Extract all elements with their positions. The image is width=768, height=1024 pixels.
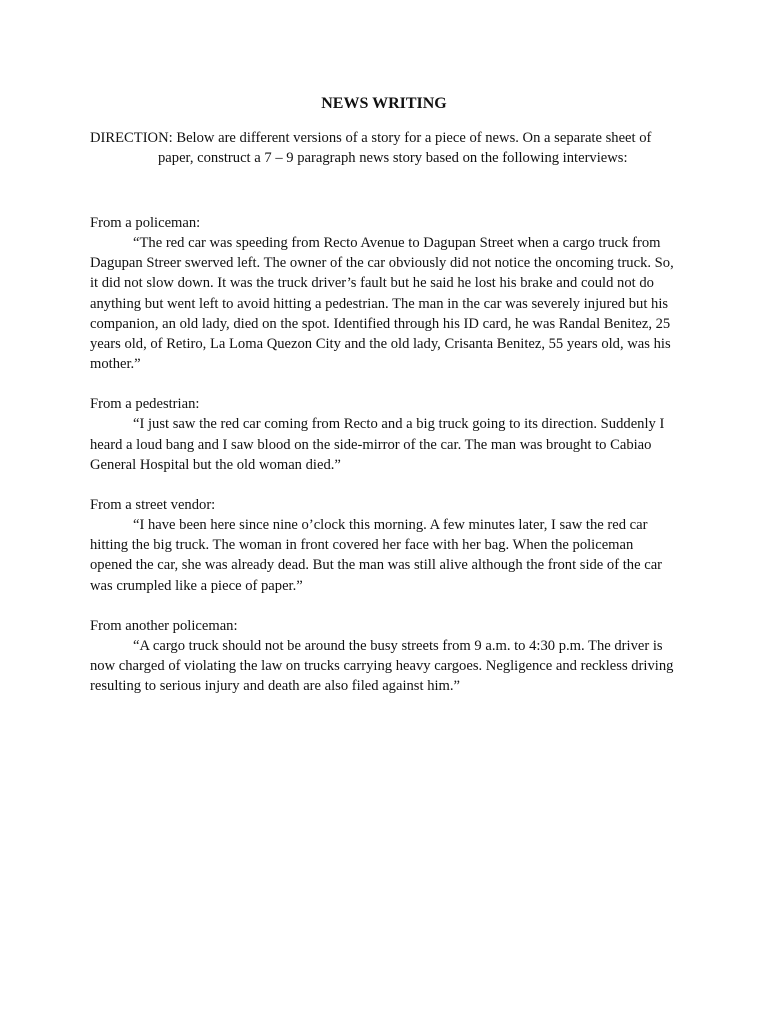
interview-quote: “I just saw the red car coming from Recto and a big truck going to its direction. Suddenly I heard a loud bang and I saw blood on the side-mirror of the car. The man was brought to Cabiao General Hospital but the old woman died.” [90,416,665,473]
direction-paragraph [90,128,678,168]
direction-line-1: DIRECTION: Below are different versions of a story for a piece of news. On a separate sheet of [90,130,652,146]
interview-quote: “A cargo truck should not be around the busy streets from 9 a.m. to 4:30 p.m. The driver is now charged of violating the law on trucks carrying heavy cargoes. Negligence and reckless driving resulting to serious injury and death are also filed against him.” [90,637,674,695]
page-title: NEWS WRITING [321,95,447,112]
interview-policeman [90,213,678,374]
direction-line-2: paper, construct a 7 – 9 paragraph news story based on the following interviews: [158,150,628,166]
interview-street-vendor [90,495,678,596]
interview-pedestrian [90,394,678,475]
interview-quote: “I have been here since nine o’clock this morning. A few minutes later, I saw the red car hitting the big truck. The woman in front covered her face with her bag. When the policeman opened the car, she was already dead. But the man was still alive although the front side of the car was crumpled like a piece of paper.” [90,517,663,594]
interview-quote: “The red car was speeding from Recto Avenue to Dagupan Street when a cargo truck from Dagupan Streer swerved left. The owner of the car obviously did not notice the oncoming truck. So, it did not slow down. It was the truck driver’s fault but he said he lost his brake and could not do anything but went left to avoid hitting a pedestrian. The man in the car was severely injured but his companion, an old lady, died on the spot. Identified through his ID card, he was Randal Benitez, 25 years old, of Retiro, La Loma Quezon City and the old lady, Crisanta Benitez, 55 years old, was his mother.” [90,235,674,373]
interview-source: From another policeman: [90,617,238,634]
interview-source: From a street vendor: [90,497,216,514]
interview-source: From a policeman: [90,215,201,231]
interview-source: From a pedestrian: [90,396,200,413]
interview-another-policeman [90,616,678,697]
